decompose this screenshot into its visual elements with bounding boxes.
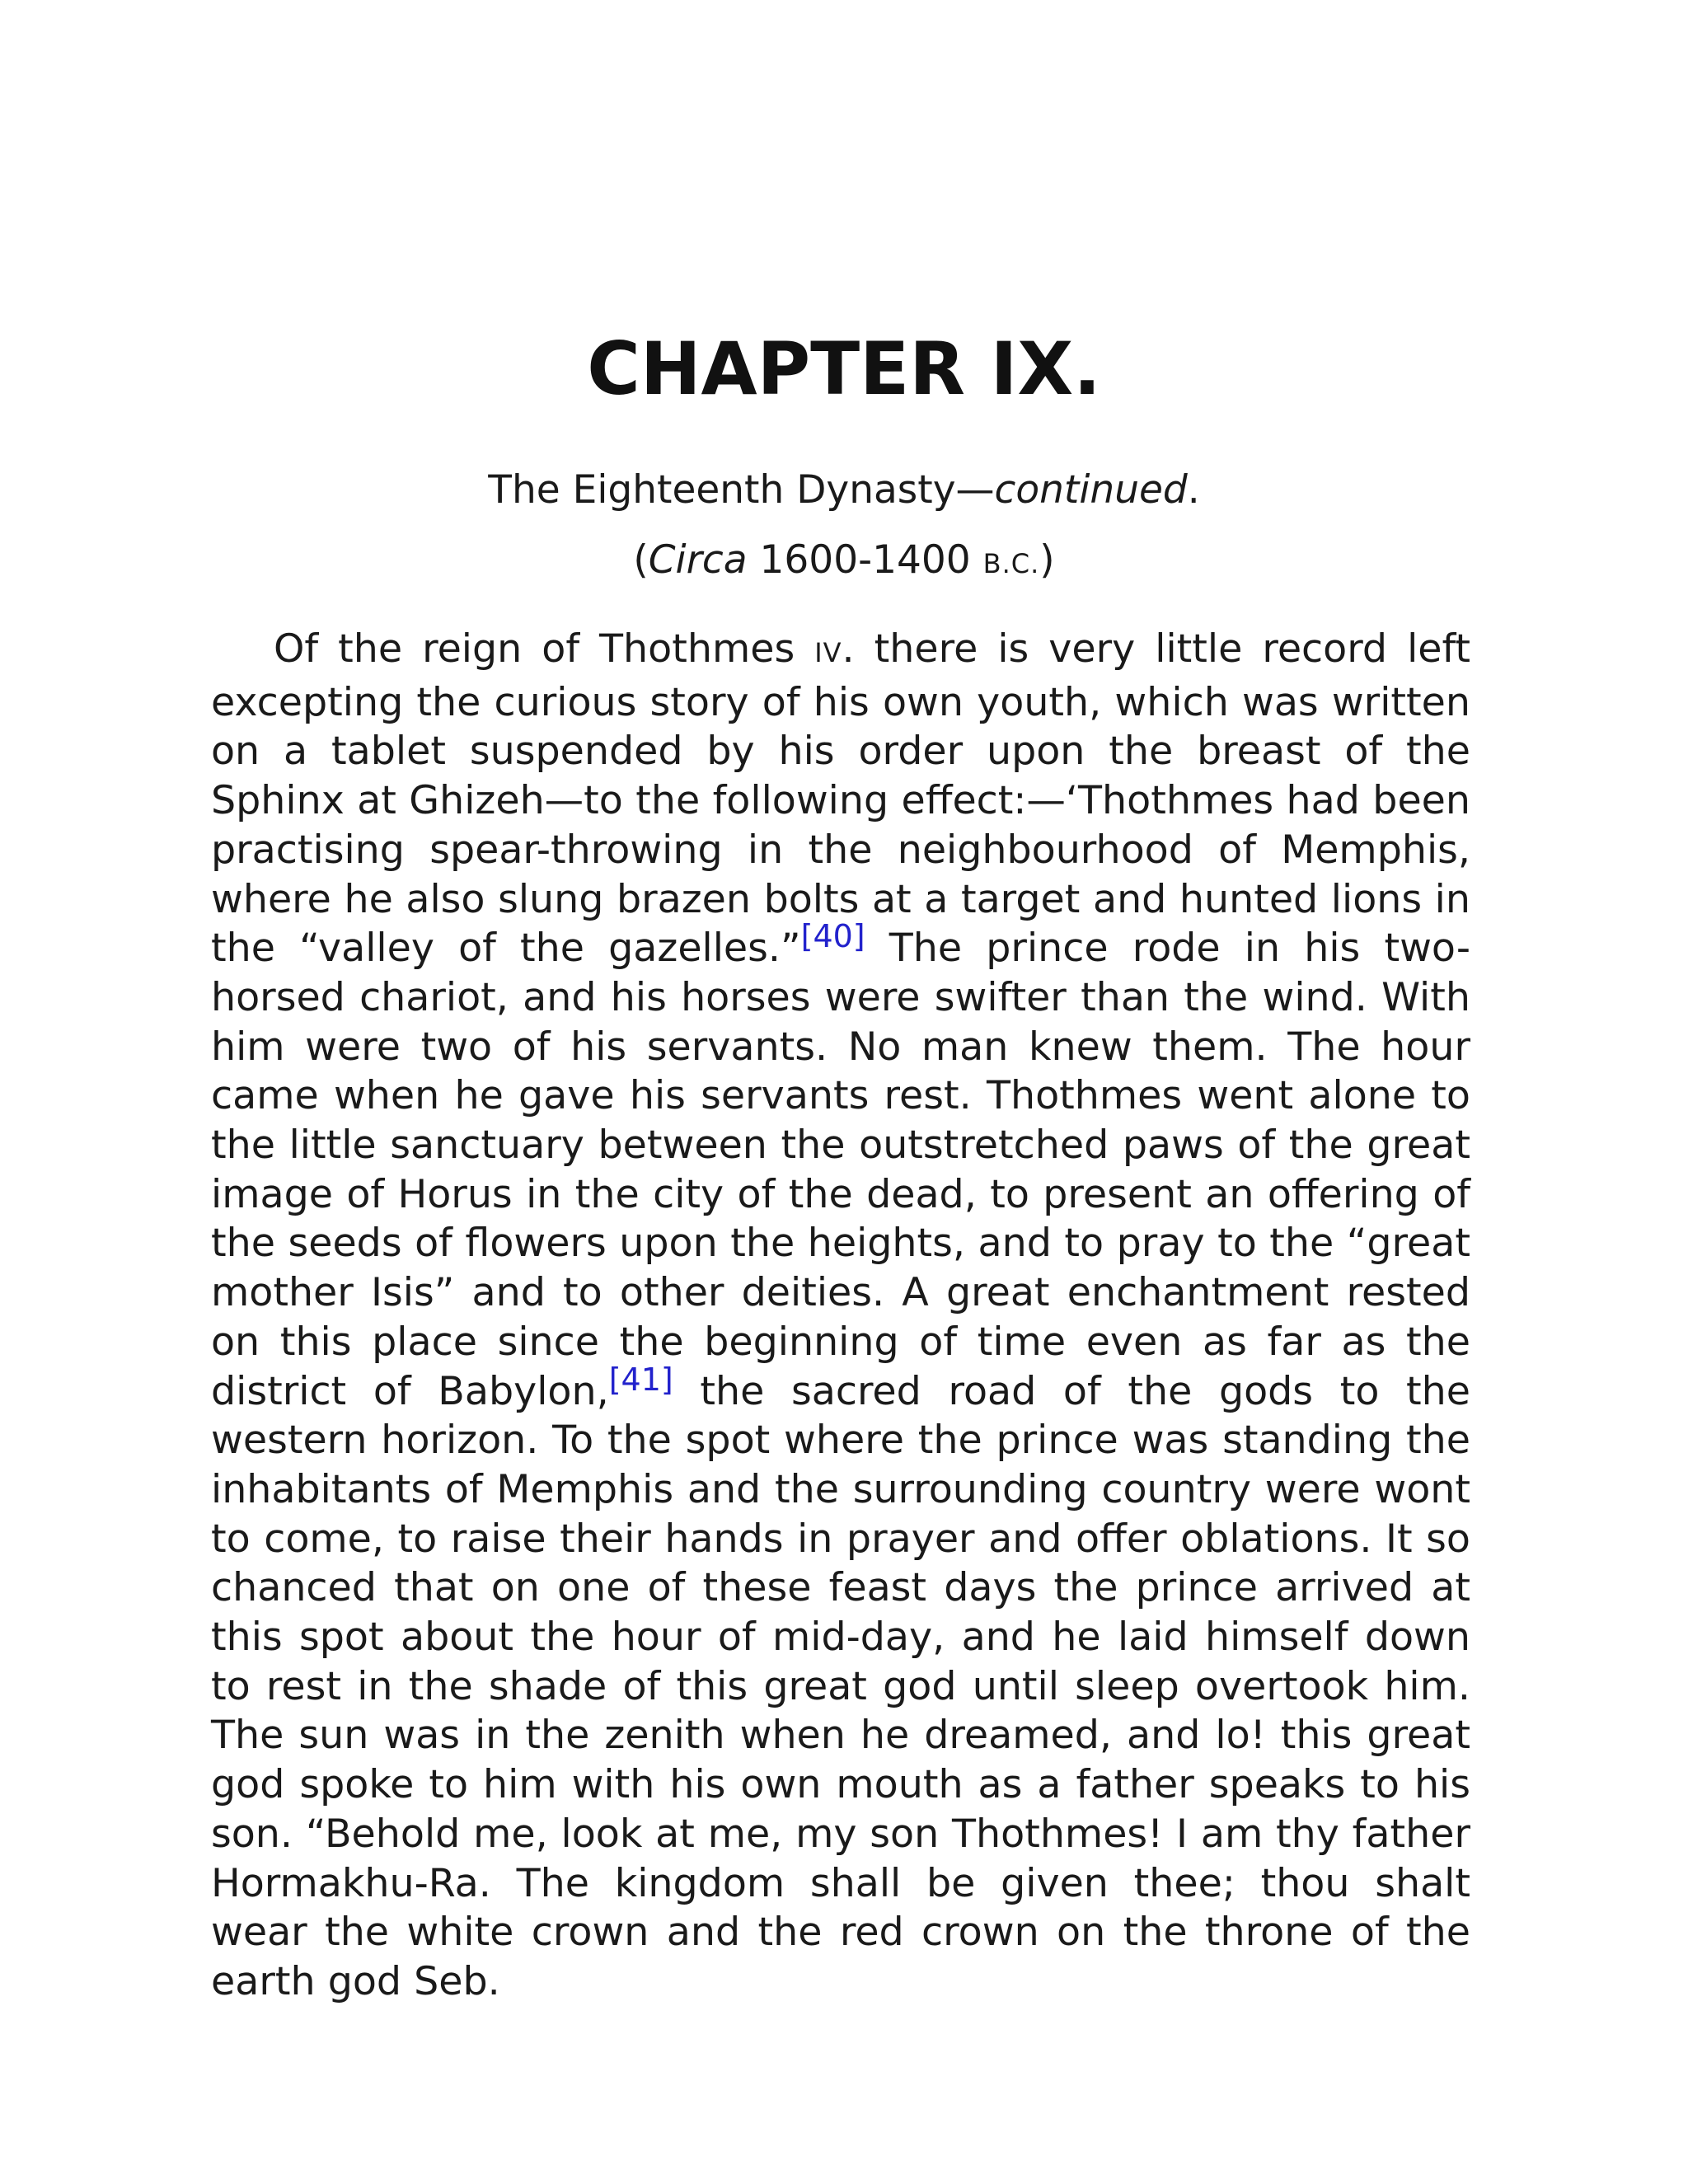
date-open: ( [633,537,649,583]
subtitle-emphasis: continued [994,467,1188,513]
paragraph-part-2: . there is very little record left excepting the curious story of his own youth, which was written on a tablet suspended by his order upon the breast of the Sphinx at Ghizeh—to the following effect:—‘Thothmes had been practising spear-throwing in the neighbourhood of Memphis, where he also slung brazen bolts at a target and hunted lions in the “valley of the gazelles.” [211,626,1471,972]
paragraph-part-4: the sacred road of the gods to the western horizon. To the spot where the prince was standing the inhabitants of Memphis and the surrounding country were wont to come, to raise their hands in prayer and offer oblations. It so chanced that on one of these feast days the prince arrived at this spot about the hour of mid-day, and he laid himself down to rest in the shade of this great god until sleep overtook him. The sun was in the zenith when he dreamed, and lo! this great god spoke to him with his own mouth as a father speaks to his son. “Behold me, look at me, my son Thothmes! I am thy father Hormakhu-Ra. The kingdom shall be given thee; thou shalt wear the white crown and the red crown on the throne of the earth god Seb. [211,1368,1470,2004]
regnal-number: IV [814,637,842,668]
date-close: ) [1039,537,1055,583]
footnote-link-41[interactable]: [41] [608,1361,673,1398]
chapter-date [0,536,1688,588]
date-range: 1600-1400 [747,537,983,583]
chapter-subtitle [0,466,1688,515]
chapter-title: CHAPTER IX. [587,326,1101,411]
paragraph-part-3: The prince rode in his two-horsed chariot, and his horses were swifter than the wind. With him were two of his servants. No man knew them. The hour came when he gave his servants rest. Thothmes went alone to the little sanctuary between the outstretched paws of the great image of Horus in the city of the dead, to present an offering of the seeds of flowers upon the heights, and to pray to the “great mother Isis” and to other deities. A great enchantment rested on this place since the beginning of time even as far as the district of Babylon, [211,926,1470,1414]
subtitle-end: . [1187,467,1200,513]
date-era: B.C. [982,548,1040,579]
footnote-link-40[interactable]: [40] [800,918,865,955]
body-paragraph [211,625,1470,2007]
paragraph-part-1: Of the reign of Thothmes [274,626,815,672]
subtitle-main: The Eighteenth Dynasty— [488,467,995,513]
date-circa: Circa [648,537,748,583]
